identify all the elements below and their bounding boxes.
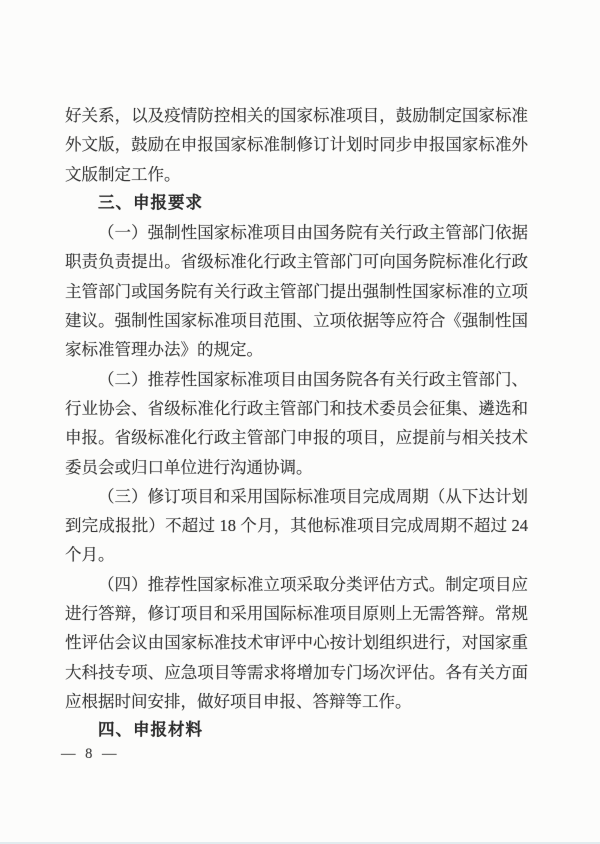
- paragraph-item-3: （三）修订项目和采用国际标准项目完成周期（从下达计划到完成报批）不超过 18 个月，其他标准项目完成周期不超过 24 个月。: [65, 486, 528, 565]
- document-body: [65, 101, 528, 746]
- paragraph-continuation: 好关系，以及疫情防控相关的国家标准项目，鼓励制定国家标准外文版，鼓励在申报国家标准制修订计划时同步申报国家标准外文版制定工作。: [65, 106, 528, 184]
- paragraph-item-2: （二）推荐性国家标准项目由国务院各有关行政主管部门、行业协会、省级标准化行政主管部门和技术委员会征集、遴选和申报。省级标准化行政主管部门申报的项目，应提前与相关技术委员会或归口单位进行沟通协调。: [65, 369, 528, 477]
- page-number: — 8 —: [61, 746, 120, 762]
- section-heading-3-shenbao-yaoqiu: 三、申报要求: [98, 193, 203, 212]
- paragraph-item-1: （一）强制性国家标准项目由国务院有关行政主管部门依据职责负责提出。省级标准化行政主管部门可向国务院标准化行政主管部门或国务院有关行政主管部门提出强制性国家标准的立项建议。强制性国家标准项目范围、立项依据等应符合《强制性国家标准管理办法》的规定。: [65, 223, 528, 360]
- paragraph-item-4: （四）推荐性国家标准立项采取分类评估方式。制定项目应进行答辩，修订项目和采用国际标准项目原则上无需答辩。常规性评估会议由国家标准技术审评中心按计划组织进行，对国家重大科技专项、应急项目等需求将增加专门场次评估。各有关方面应根据时间安排，做好项目申报、答辩等工作。: [65, 574, 528, 711]
- section-heading-4-shenbao-cailiao: 四、申报材料: [98, 721, 203, 740]
